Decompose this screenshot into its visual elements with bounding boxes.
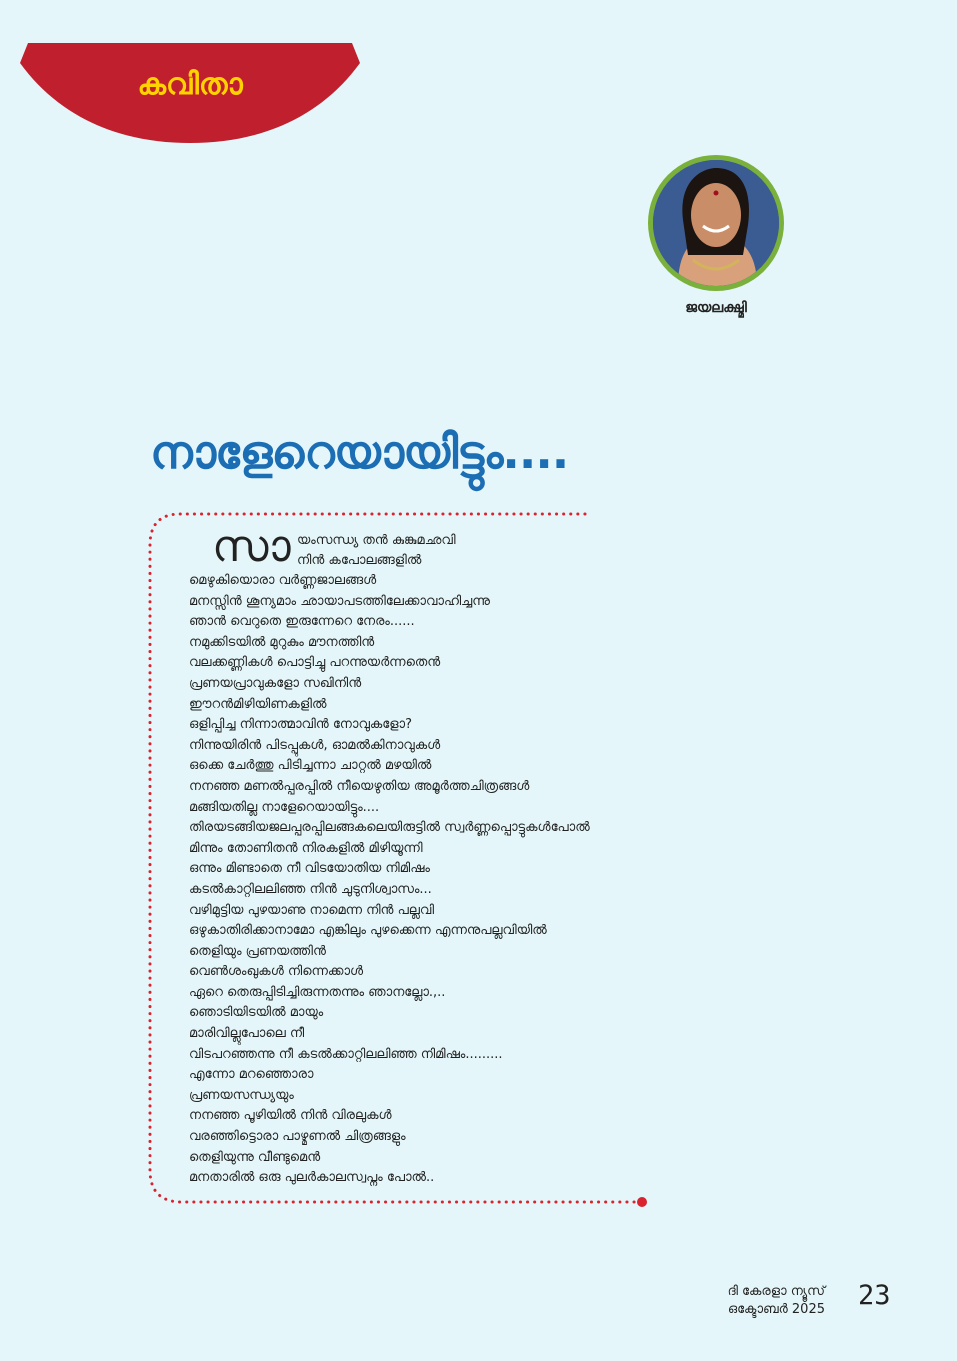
poem-line: ഒഴുകാതിരിക്കാനാമോ എങ്കിലും പുഴക്കെന്ന എന്നനുപല്ലവിയിൽ [189,923,547,939]
frame-end-dot [637,1197,647,1207]
page-number: 23 [858,1280,891,1311]
poem-line: മങ്ങിയതില്ല നാളേറെയായിട്ടും.... [189,799,380,815]
poem-line: വിടപറഞ്ഞന്നു നീ കടൽക്കാറ്റിലലിഞ്ഞ നിമിഷം......... [189,1046,503,1062]
poem-line: മെഴുകിയൊരാ വർണ്ണജാലങ്ങൾ [189,573,377,588]
poem-line: ഏറെ തെരുപ്പിടിച്ചിരുന്നതന്നും ഞാനല്ലോ.,.. [189,984,446,1000]
footer-masthead [700,1283,825,1319]
poem-line: നിന്നുയിരിൻ പിടപ്പുകൾ, ഓമൽകിനാവുകൾ [189,737,441,753]
poem-line: ഈറൻമിഴിയിണകളിൽ [189,696,327,712]
poem-line: തെളിയുന്നു വീണ്ടുമെൻ [189,1149,321,1165]
poem-line: തിരയടങ്ങിയജലപ്പരപ്പിലങ്ങകലെയിരുട്ടിൽ സ്വർണ്ണപ്പൊട്ടുകൾപോൽ [189,820,590,836]
poem-line: നനഞ്ഞ പൂഴിയിൽ നിൻ വിരലുകൾ [189,1108,392,1124]
author-name: ജയലക്ഷ്മി [685,300,747,316]
poem-line: എന്നോ മറഞ്ഞൊരാ [189,1067,314,1083]
poem-line: മനതാരിൽ ഒരു പുലർകാലസ്വപ്നം പോൽ.. [189,1170,435,1186]
poem-line: ഒന്നും മിണ്ടാതെ നീ വിടയോതിയ നിമിഷം [189,861,430,877]
poem-body [189,571,590,1189]
poem-line: മനസ്സിൻ ശൂന്യമാം ഛായാപടത്തിലേക്കാവാഹിച്ചന്നു [189,593,490,609]
poem-line: ഒക്കെ ചേർത്തു പിടിച്ചന്നാ ചാറ്റൽ മഴയിൽ [189,758,432,774]
poem-line: നമുക്കിടയിൽ മുറുകും മൗനത്തിൻ [189,634,375,650]
poem-line: പ്രണയപ്രാവുകളോ സഖിനിൻ [189,675,362,691]
poem-line: തെളിയും പ്രണയത്തിൻ [189,943,326,959]
poem-line: ഞൊടിയിടയിൽ മായും [189,1005,324,1021]
poem-line: പ്രണയസന്ധ്യയും [189,1087,294,1103]
poem-line: മിന്നും തോണിതൻ നിരകളിൽ മിഴിയൂന്നി [189,840,423,856]
poem-line: ഞാൻ വെറുതെ ഇരുന്നേറെ നേരം...... [189,614,415,630]
drop-cap: സാ [212,521,291,572]
poem-line: വലക്കണ്ണികൾ പൊട്ടിച്ചു പറന്നുയർന്നതെൻ [189,655,441,671]
poem-line: ഒളിപ്പിച്ച നിന്നാത്മാവിൻ നോവുകളോ? [189,717,412,733]
poem-line: നനഞ്ഞ മണൽപ്പരപ്പിൽ നീയെഴുതിയ അമൂർത്തചിത്രങ്ങൾ [189,778,530,794]
magazine-name: ദി കേരളാ ന്യൂസ് [727,1284,825,1299]
poem-line: കടൽകാറ്റിലലിഞ്ഞ നിൻ ചുടുനിശ്വാസം... [189,881,432,897]
issue-date: ഒക്ടോബർ 2025 [727,1302,825,1317]
poem-line: വെൺശംഖുകൾ നിന്നെക്കാൾ [189,964,364,980]
poem-line: നിൻ കപോലങ്ങളിൽ [297,553,422,568]
poem-first-lines [297,531,456,571]
poem-line: വരഞ്ഞിട്ടൊരാ പാഴ്മണൽ ചിത്രങ്ങളും [189,1129,406,1145]
poem-title: നാളേറെയായിട്ടും.... [150,425,569,479]
poem-line: യംസന്ധ്യ തൻ കുങ്കുമഛവി [297,533,456,548]
section-label: കവിതാ [137,67,243,102]
poem-line: വഴിമുട്ടിയ പുഴയാണു നാമെന്ന നിൻ പല്ലവി [189,902,435,918]
poem-line: മാരിവില്ലുപോലെ നീ [189,1026,305,1042]
